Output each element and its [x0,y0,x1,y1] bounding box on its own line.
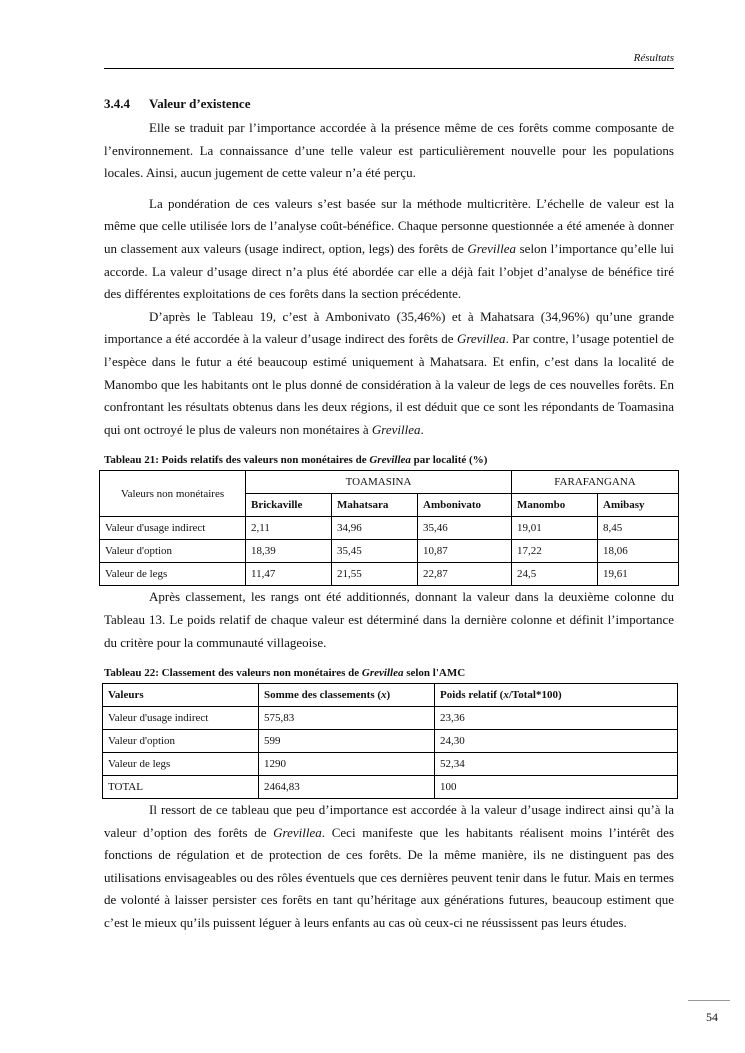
page-content [104,95,674,935]
table-cell: Valeur d'option [103,730,259,753]
table-cell: 35,46 [418,517,512,540]
paragraph-1: Elle se traduit par l’importance accordée à la présence même de ces forêts comme composante de l’environnement. La connaissance d’une telle valeur est particulièrement nouvelle pour les populations locales. Ainsi, aucun jugement de cette valeur n’a été perçu. [104,120,674,181]
table-cell: 24,5 [512,563,598,586]
table-cell: 100 [435,776,678,799]
table-cell: Brickaville [246,494,332,517]
table-cell: 19,61 [598,563,679,586]
table-row [100,540,679,563]
page-number: 54 [706,1010,718,1024]
table-cell: 34,96 [332,517,418,540]
table-row [100,563,679,586]
table-cell: 18,06 [598,540,679,563]
table-cell: 24,30 [435,730,678,753]
table-cell: 21,55 [332,563,418,586]
table-cell: Somme des classements (x) [259,684,435,707]
table-cell: Valeur de legs [100,563,246,586]
table-cell: TOTAL [103,776,259,799]
table-cell: 10,87 [418,540,512,563]
table-row [100,471,679,494]
table-cell: FARAFANGANA [512,471,679,494]
table-cell: 35,45 [332,540,418,563]
table-cell: 18,39 [246,540,332,563]
table-row [103,684,678,707]
table-cell: 2,11 [246,517,332,540]
table-cell: 22,87 [418,563,512,586]
table-cell: Valeurs non monétaires [100,471,246,517]
section-number: 3.4.4 [104,96,130,111]
table-cell: 575,83 [259,707,435,730]
table-row [103,707,678,730]
table-row [100,517,679,540]
paragraph-2: La pondération de ces valeurs s’est basée sur la méthode multicritère. L’échelle de valeur est la même que celle utilisée lors de l’analyse coût-bénéfice. Chaque personne questionnée a été amenée à donner un classement aux valeurs (usage indirect, option, legs) des forêts de Grevillea selon l’importance qu’elle lui accorde. La valeur d’usage direct n’a plus été abordée car elle a déjà fait l’objet d’analyse de bénéfice tiré des différentes exploitations de ces forêts dans la section précédente. [104,195,674,302]
table-cell: Valeurs [103,684,259,707]
table-row [103,776,678,799]
paragraph-5: Il ressort de ce tableau que peu d’importance est accordée à la valeur d’usage indirect ainsi qu’à la valeur d’option des forêts de Grevillea. Ceci manifeste que les habitants réalisent moins l’intérêt des fonctions de régulation et de protection de ces forêts. De la même manière, ils ne distinguent pas des utilisations envisageables ou des rôles éventuels que ces dernières peuvent tenir dans le futur. Mais en termes de volonté à laisser persister ces forêts en tant qu’héritage aux générations futures, beaucoup estiment que c’est le mieux qu’ils puissent léguer à leurs enfants au cas où ceux-ci ne réussissent pas leurs études. [104,802,675,931]
paragraph-4: Après classement, les rangs ont été additionnés, donnant la valeur dans la deuxième colonne du Tableau 13. Le poids relatif de chaque valeur est déterminé dans la dernière colonne et définit l’importance du critère pour la communauté villageoise. [104,589,674,650]
footer-rule [688,1000,730,1001]
table-cell: Ambonivato [418,494,512,517]
section-heading [104,95,674,113]
table-cell: Valeur d'usage indirect [100,517,246,540]
table-row [103,730,678,753]
table-21-caption: Tableau 21: Poids relatifs des valeurs non monétaires de Grevillea par localité (%) [104,454,488,467]
table-cell: 17,22 [512,540,598,563]
table-22-caption: Tableau 22: Classement des valeurs non monétaires de Grevillea selon l'AMC [104,667,466,680]
table-cell: 19,01 [512,517,598,540]
section-title: Valeur d’existence [149,96,251,111]
table-cell: 8,45 [598,517,679,540]
table-row [103,753,678,776]
table-22 [102,683,678,799]
table-cell: 2464,83 [259,776,435,799]
table-cell: 52,34 [435,753,678,776]
table-cell: Amibasy [598,494,679,517]
table-cell: 599 [259,730,435,753]
table-cell: TOAMASINA [246,471,512,494]
table-cell: Manombo [512,494,598,517]
table-cell: Valeur d'option [100,540,246,563]
paragraph-3: D’après le Tableau 19, c’est à Ambonivato (35,46%) et à Mahatsara (34,96%) qu’une grande importance a été accordée à la valeur d’usage indirect des forêts de Grevillea. Par contre, l’usage potentiel de l’espèce dans le futur a été beaucoup estimé uniquement à Mahatsara. Et enfin, c’est dans la localité de Manombo que les habitants ont le plus donné de considération à la valeur de legs de ces nouvelles forêts. En confrontant les résultats obtenus dans les deux régions, il est déduit que ce sont les répondants de Toamasina qui ont octroyé le plus de valeurs non monétaires à Grevillea. [104,308,674,437]
table-21 [99,470,679,586]
table-cell: Mahatsara [332,494,418,517]
table-cell: 1290 [259,753,435,776]
table-cell: 23,36 [435,707,678,730]
table-cell: Poids relatif (x/Total*100) [435,684,678,707]
running-header: Résultats [104,52,674,69]
table-cell: Valeur d'usage indirect [103,707,259,730]
table-cell: 11,47 [246,563,332,586]
table-cell: Valeur de legs [103,753,259,776]
